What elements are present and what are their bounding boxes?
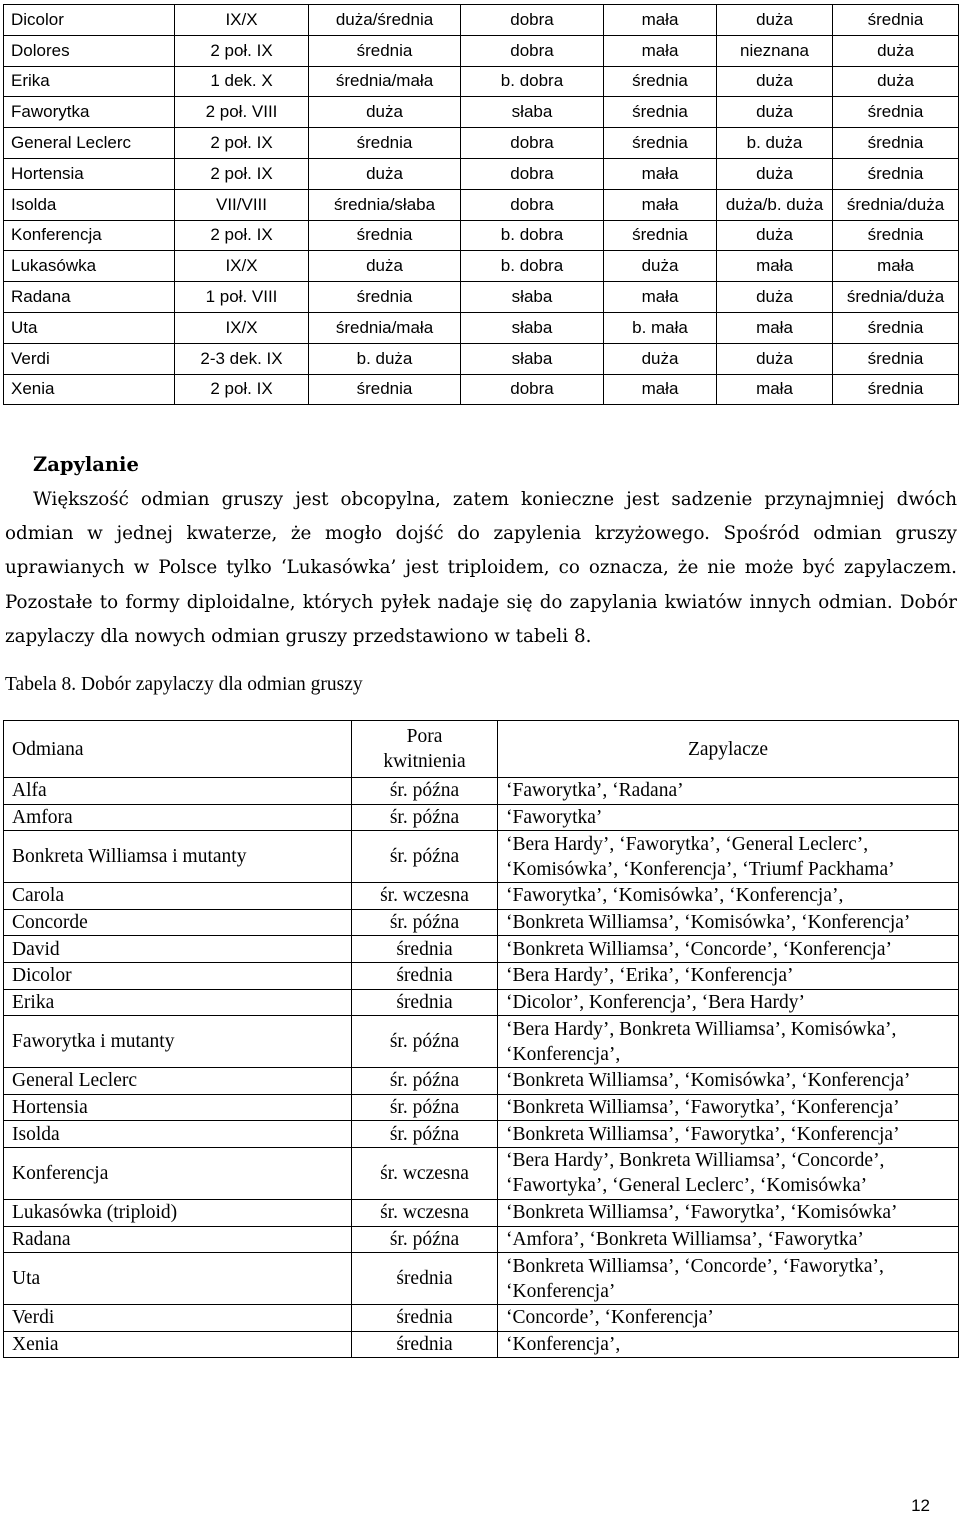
variety-cell: Alfa (4, 778, 352, 805)
table-cell: średnia (309, 374, 461, 405)
variety-name-cell: Faworytka (4, 97, 175, 128)
table-row (4, 778, 959, 805)
variety-cell: General Leclerc (4, 1068, 352, 1095)
table-cell: mała (717, 312, 833, 343)
variety-name-cell: Erika (4, 66, 175, 97)
table-cell: mała (604, 5, 717, 36)
table-cell: b. dobra (461, 66, 604, 97)
table-cell: średnia (833, 343, 959, 374)
variety-cell: Lukasówka (triploid) (4, 1199, 352, 1226)
table-row (4, 1199, 959, 1226)
table-cell: duża (309, 158, 461, 189)
table-cell: mała (604, 374, 717, 405)
table-row (4, 831, 959, 883)
table-row (4, 962, 959, 989)
table-cell: duża (717, 5, 833, 36)
table-cell: średnia (604, 66, 717, 97)
bloom-time-cell: średnia (352, 1305, 498, 1332)
table-caption: Tabela 8. Dobór zapylaczy dla odmian gruszy (5, 674, 363, 695)
table-cell: średnia (833, 5, 959, 36)
table-row (4, 343, 959, 374)
table-row (4, 97, 959, 128)
variety-name-cell: Xenia (4, 374, 175, 405)
table-cell: średnia (833, 374, 959, 405)
header-zapylacze: Zapylacze (498, 721, 959, 778)
bloom-time-cell: śr. wczesna (352, 1199, 498, 1226)
variety-cell: Uta (4, 1253, 352, 1305)
table-cell: średnia (604, 128, 717, 159)
pollinators-cell: ‘Amfora’, ‘Bonkreta Williamsa’, ‘Faworytka’ (498, 1226, 959, 1253)
table-cell: 2 poł. VIII (175, 97, 309, 128)
table-cell: 2 poł. IX (175, 35, 309, 66)
table-cell: duża (717, 66, 833, 97)
table-row (4, 1147, 959, 1199)
variety-name-cell: Lukasówka (4, 251, 175, 282)
table-cell: słaba (461, 312, 604, 343)
variety-cell: Amfora (4, 804, 352, 831)
variety-name-cell: Uta (4, 312, 175, 343)
section-heading: Zapylanie (33, 453, 139, 476)
table-cell: średnia (309, 282, 461, 313)
variety-cell: Isolda (4, 1121, 352, 1148)
table-row (4, 189, 959, 220)
bloom-time-cell: śr. późna (352, 1121, 498, 1148)
pollinator-table-header-row (4, 721, 959, 778)
bloom-time-cell: śr. późna (352, 778, 498, 805)
table-cell: mała (717, 374, 833, 405)
table-row (4, 35, 959, 66)
table-row (4, 883, 959, 910)
table-cell: duża (717, 97, 833, 128)
table-cell: dobra (461, 158, 604, 189)
pollinators-cell: ‘Konferencja’, (498, 1331, 959, 1358)
table-cell: duża (604, 343, 717, 374)
bloom-time-cell: śr. wczesna (352, 1147, 498, 1199)
table-row (4, 1331, 959, 1358)
table-row (4, 804, 959, 831)
variety-cell: Verdi (4, 1305, 352, 1332)
table-row (4, 1305, 959, 1332)
table-cell: średnia/duża (833, 282, 959, 313)
variety-cell: Konferencja (4, 1147, 352, 1199)
pollinators-cell: ‘Bonkreta Williamsa’, ‘Faworytka’, ‘Konferencja’ (498, 1121, 959, 1148)
table-cell: dobra (461, 189, 604, 220)
table-cell: średnia (604, 220, 717, 251)
table-row (4, 158, 959, 189)
header-pora-line2: kwitnienia (383, 751, 466, 772)
table-cell: dobra (461, 374, 604, 405)
header-odmiana: Odmiana (4, 721, 352, 778)
table-cell: 2 poł. IX (175, 220, 309, 251)
variety-name-cell: Dicolor (4, 5, 175, 36)
bloom-time-cell: śr. późna (352, 831, 498, 883)
variety-name-cell: Verdi (4, 343, 175, 374)
table-cell: duża (717, 343, 833, 374)
pear-characteristics-body (4, 5, 959, 405)
pollinator-table-body (4, 778, 959, 1358)
table-cell: mała (604, 189, 717, 220)
variety-cell: Dicolor (4, 962, 352, 989)
pollinators-cell: ‘Bera Hardy’, Bonkreta Williamsa’, Komisówka’, ‘Konferencja’, (498, 1016, 959, 1068)
page-number: 12 (911, 1496, 930, 1515)
table-cell: duża (604, 251, 717, 282)
bloom-time-cell: śr. późna (352, 1094, 498, 1121)
header-pora-line1: Pora (406, 726, 443, 747)
variety-cell: Bonkreta Williamsa i mutanty (4, 831, 352, 883)
table-row (4, 66, 959, 97)
bloom-time-cell: średnia (352, 989, 498, 1016)
table-cell: b. duża (717, 128, 833, 159)
table-row (4, 128, 959, 159)
bloom-time-cell: średnia (352, 962, 498, 989)
table-cell: dobra (461, 128, 604, 159)
table-cell: mała (604, 158, 717, 189)
table-row (4, 312, 959, 343)
variety-name-cell: Konferencja (4, 220, 175, 251)
bloom-time-cell: średnia (352, 1253, 498, 1305)
variety-name-cell: Isolda (4, 189, 175, 220)
table-cell: duża (717, 220, 833, 251)
table-cell: 1 dek. X (175, 66, 309, 97)
table-cell: duża (833, 66, 959, 97)
table-cell: duża/b. duża (717, 189, 833, 220)
table-row (4, 251, 959, 282)
variety-cell: Carola (4, 883, 352, 910)
variety-cell: Hortensia (4, 1094, 352, 1121)
table-cell: słaba (461, 343, 604, 374)
table-cell: b. dobra (461, 251, 604, 282)
pollinator-table (3, 720, 959, 1358)
table-cell: średnia (309, 35, 461, 66)
variety-name-cell: Dolores (4, 35, 175, 66)
table-row (4, 374, 959, 405)
table-cell: duża/średnia (309, 5, 461, 36)
pollinators-cell: ‘Bonkreta Williamsa’, ‘Faworytka’, ‘Konferencja’ (498, 1094, 959, 1121)
pollinators-cell: ‘Dicolor’, Konferencja’, ‘Bera Hardy’ (498, 989, 959, 1016)
table-cell: średnia/mała (309, 66, 461, 97)
pollinators-cell: ‘Bera Hardy’, ‘Faworytka’, ‘General Leclerc’, ‘Komisówka’, ‘Konferencja’, ‘Triumf Packhama’ (498, 831, 959, 883)
table-row (4, 1226, 959, 1253)
table-cell: b. mała (604, 312, 717, 343)
table-cell: duża (833, 35, 959, 66)
table-cell: dobra (461, 35, 604, 66)
bloom-time-cell: śr. późna (352, 804, 498, 831)
table-cell: 2 poł. IX (175, 374, 309, 405)
table-cell: b. duża (309, 343, 461, 374)
bloom-time-cell: śr. późna (352, 1226, 498, 1253)
table-cell: mała (833, 251, 959, 282)
table-cell: IX/X (175, 251, 309, 282)
pear-characteristics-table (3, 4, 959, 405)
table-cell: słaba (461, 97, 604, 128)
pollinators-cell: ‘Bonkreta Williamsa’, ‘Concorde’, ‘Konferencja’ (498, 936, 959, 963)
variety-cell: Erika (4, 989, 352, 1016)
table-cell: średnia/słaba (309, 189, 461, 220)
table-cell: średnia/duża (833, 189, 959, 220)
table-cell: średnia (833, 97, 959, 128)
pollination-section (5, 447, 957, 654)
table-row (4, 1094, 959, 1121)
table-cell: 2-3 dek. IX (175, 343, 309, 374)
table-row (4, 5, 959, 36)
table-cell: dobra (461, 5, 604, 36)
table-cell: mała (604, 35, 717, 66)
variety-name-cell: General Leclerc (4, 128, 175, 159)
table-cell: nieznana (717, 35, 833, 66)
pollinators-cell: ‘Faworytka’, ‘Radana’ (498, 778, 959, 805)
table-row (4, 909, 959, 936)
header-pora-kwitnienia (352, 721, 498, 778)
bloom-time-cell: średnia (352, 936, 498, 963)
pollinators-cell: ‘Concorde’, ‘Konferencja’ (498, 1305, 959, 1332)
pollinators-cell: ‘Bonkreta Williamsa’, ‘Faworytka’, ‘Komisówka’ (498, 1199, 959, 1226)
variety-cell: Radana (4, 1226, 352, 1253)
table-cell: VII/VIII (175, 189, 309, 220)
pollinators-cell: ‘Bera Hardy’, ‘Erika’, ‘Konferencja’ (498, 962, 959, 989)
table-cell: średnia/mała (309, 312, 461, 343)
table-cell: IX/X (175, 312, 309, 343)
table-cell: b. dobra (461, 220, 604, 251)
variety-cell: Concorde (4, 909, 352, 936)
pollinators-cell: ‘Bonkreta Williamsa’, ‘Komisówka’, ‘Konferencja’ (498, 1068, 959, 1095)
section-paragraph: Większość odmian gruszy jest obcopylna, zatem konieczne jest sadzenie przynajmniej dwóch odmian w jednej kwaterze, że mogło dojść do zapylenia krzyżowego. Spośród odmian gruszy uprawianych w Polsce tylko ‘Lukasówka’ jest triploidem, co oznacza, że nie może być zapylaczem. Pozostałe to formy diploidalne, których pyłek nadaje się do zapylania kwiatów innych odmian. Dobór zapylaczy dla nowych odmian gruszy przedstawiono w tabeli 8. (5, 489, 957, 647)
table-row (4, 220, 959, 251)
variety-name-cell: Radana (4, 282, 175, 313)
variety-cell: David (4, 936, 352, 963)
table-cell: IX/X (175, 5, 309, 36)
table-cell: 2 poł. IX (175, 128, 309, 159)
variety-name-cell: Hortensia (4, 158, 175, 189)
table-cell: duża (717, 158, 833, 189)
table-cell: średnia (309, 220, 461, 251)
bloom-time-cell: śr. późna (352, 1068, 498, 1095)
table-cell: średnia (604, 97, 717, 128)
pollinators-cell: ‘Faworytka’ (498, 804, 959, 831)
table-cell: duża (717, 282, 833, 313)
pollinators-cell: ‘Bonkreta Williamsa’, ‘Komisówka’, ‘Konferencja’ (498, 909, 959, 936)
table-cell: średnia (833, 128, 959, 159)
pollinators-cell: ‘Bonkreta Williamsa’, ‘Concorde’, ‘Faworytka’, ‘Konferencja’ (498, 1253, 959, 1305)
table-row (4, 1016, 959, 1068)
pollinators-cell: ‘Bera Hardy’, Bonkreta Williamsa’, ‘Concorde’, ‘Fawortyka’, ‘General Leclerc’, ‘Komisówka’ (498, 1147, 959, 1199)
table-row (4, 989, 959, 1016)
table-cell: duża (309, 251, 461, 282)
table-row (4, 1253, 959, 1305)
table-cell: 1 poł. VIII (175, 282, 309, 313)
table-cell: średnia (309, 128, 461, 159)
table-row (4, 1068, 959, 1095)
table-cell: mała (717, 251, 833, 282)
table-row (4, 936, 959, 963)
table-cell: mała (604, 282, 717, 313)
table-cell: 2 poł. IX (175, 158, 309, 189)
table-cell: duża (309, 97, 461, 128)
table-row (4, 282, 959, 313)
bloom-time-cell: śr. wczesna (352, 883, 498, 910)
table-cell: średnia (833, 312, 959, 343)
variety-cell: Xenia (4, 1331, 352, 1358)
variety-cell: Faworytka i mutanty (4, 1016, 352, 1068)
table-cell: słaba (461, 282, 604, 313)
table-cell: średnia (833, 220, 959, 251)
table-cell: średnia (833, 158, 959, 189)
pollinators-cell: ‘Faworytka’, ‘Komisówka’, ‘Konferencja’, (498, 883, 959, 910)
bloom-time-cell: średnia (352, 1331, 498, 1358)
table-row (4, 1121, 959, 1148)
bloom-time-cell: śr. późna (352, 909, 498, 936)
bloom-time-cell: śr. późna (352, 1016, 498, 1068)
